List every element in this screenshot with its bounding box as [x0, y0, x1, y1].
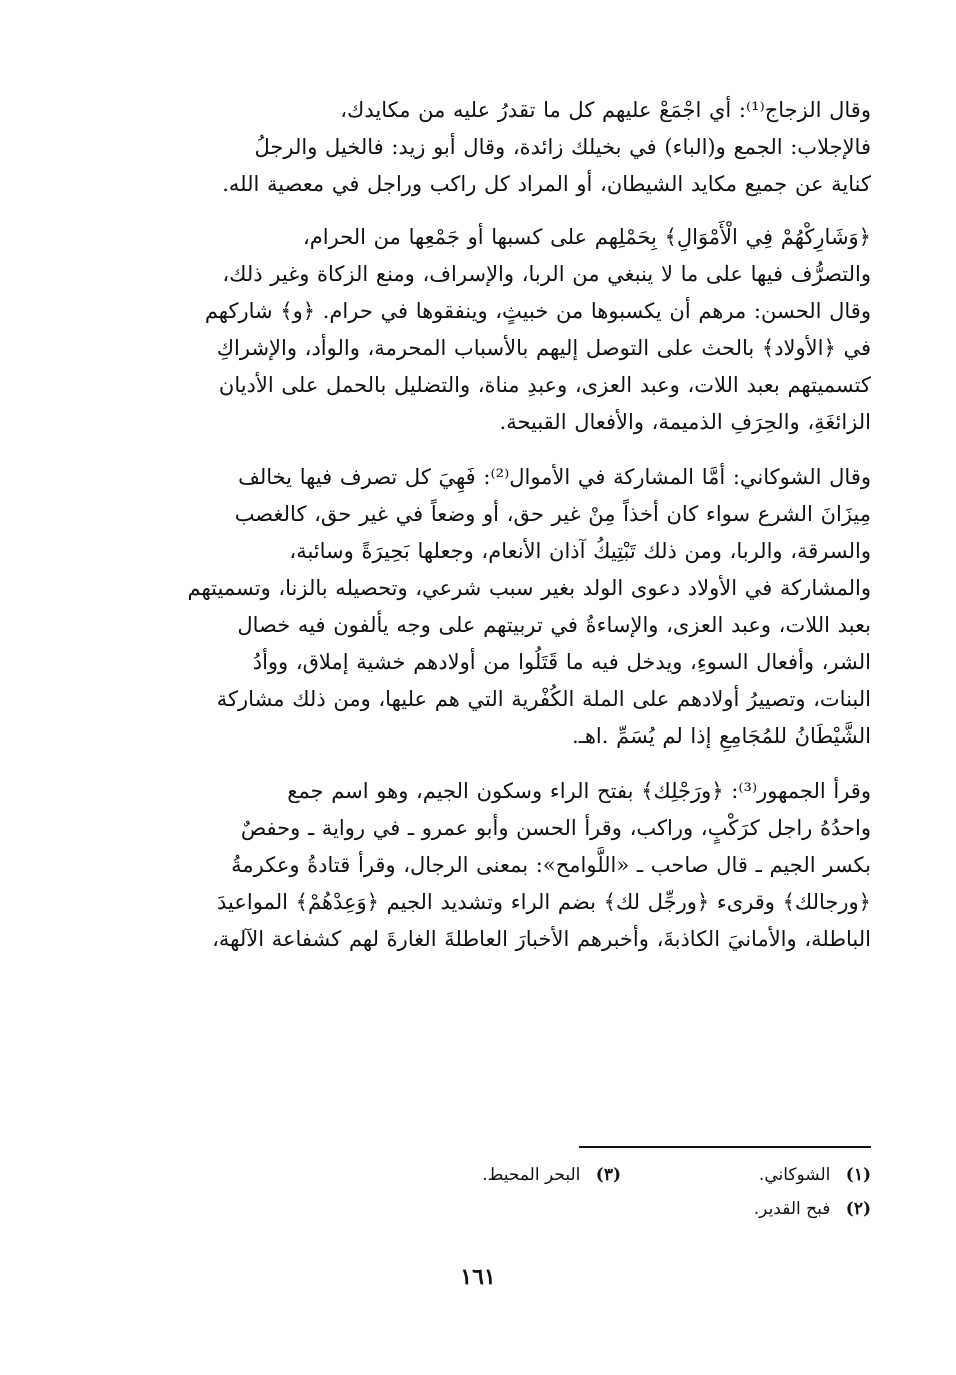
text-line: الشر، وأفعال السوءِ، ويدخل فيه ما قَتَلُوا من أولادهم خشية إملاق، ووأدُ [252, 650, 871, 674]
text-line: واحدُهُ راجل كرَكْبٍ، وراكب، وقرأ الحسن وأبو عمرو ـ في رواية ـ وحفصٌ [240, 816, 871, 840]
text-line: وقال الشوكاني: أمَّا المشاركة في الأموال⁽²⁾: فَهِيَ كل تصرف فيها يخالف [238, 465, 871, 489]
footnote-1 [621, 1158, 871, 1192]
paragraph-2 [95, 219, 871, 441]
text-line: في ﴿الأولاد﴾ بالحث على التوصل إليهم بالأسباب المحرمة، والوأد، والإشراكِ [216, 336, 871, 360]
footnote-divider [579, 1146, 871, 1148]
footnote-text: فبح القدير. [753, 1199, 831, 1219]
text-line: مِيزَانَ الشرع سواء كان أخذاً مِنْ غير حق، أو وضعاً في غير حق، كالغصب [234, 502, 871, 526]
text-line: والتصرُّف فيها على ما لا ينبغي من الربا، والإسراف، ومنع الزكاة وغير ذلك، [222, 262, 871, 286]
footnotes [371, 1158, 871, 1226]
footnote-text: البحر المحيط. [482, 1165, 581, 1185]
text-line: بكسر الجيم ـ قال صاحب ـ «اللَّوامح»: بمعنى الرجال، وقرأ قتادةُ وعكرمةُ [231, 853, 871, 877]
footnote-number: (١) [845, 1165, 871, 1185]
text-line: كناية عن جميع مكايد الشيطان، أو المراد كل راكب وراجل في معصية الله. [222, 172, 871, 196]
text-line: بعبد اللات، وعبد العزى، والإساءةُ في تربيتهم على وجه يألفون فيه خصال [237, 613, 871, 637]
footnote-row [371, 1192, 871, 1226]
paragraph-3 [95, 459, 871, 755]
text-line: ﴿ورجالك﴾ وقرىء ﴿ورجِّل لك﴾ بضم الراء وتشديد الجيم ﴿وَعِدْهُمْ﴾ المواعيدَ [217, 890, 871, 914]
text-line: فالإجلاب: الجمع و(الباء) في بخيلك زائدة، وقال أبو زيد: فالخيل والرجلُ [254, 135, 871, 159]
footnote-number: (٢) [845, 1199, 871, 1219]
text-line: كتسميتهم بعبد اللات، وعبد العزى، وعبدِ مناة، والتضليل بالحمل على الأديان [218, 373, 871, 397]
text-line: الشَّيْطَانُ للمُجَامِعِ إذا لم يُسَمِّ .اهـ. [572, 724, 871, 748]
text-line: والمشاركة في الأولاد دعوى الولد بغير سبب شرعي، وتحصيله بالزنا، وتسميتهم [187, 576, 871, 600]
text-line: البنات، وتصييرُ أولادهم على الملة الكُفْرية التي هم عليها، ومن ذلك مشاركة [216, 687, 871, 711]
text-line: والسرقة، والربا، ومن ذلك تَبْتِيكُ آذان الأنعام، وجعلها بَحِيرَةً وسائبة، [289, 539, 871, 563]
main-text [95, 92, 871, 958]
text-line: وقال الحسن: مرهم أن يكسبوها من خبيثٍ، وينفقوها في حرام. ﴿و﴾ شاركهم [204, 299, 871, 323]
paragraph-1 [95, 92, 871, 203]
text-line: وقال الزجاج⁽¹⁾: أي اجْمَعْ عليهم كل ما تقدرُ عليه من مكايدك، [340, 98, 871, 122]
paragraph-4 [95, 773, 871, 958]
footnote-text: الشوكاني. [758, 1165, 831, 1185]
footnote-row [371, 1158, 871, 1192]
page-number: ١٦١ [460, 1264, 496, 1290]
text-line: وقرأ الجمهور⁽³⁾: ﴿ورَجْلِك﴾ بفتح الراء وسكون الجيم، وهو اسم جمع [287, 779, 871, 803]
text-line: الزائغَةِ، والحِرَفِ الذميمة، والأفعال القبيحة. [499, 410, 871, 434]
text-line: الباطلة، والأمانيَ الكاذبةَ، وأخبرهم الأخبارَ العاطلةَ الغارةَ لهم كشفاعة الآلهة، [212, 927, 871, 951]
footnote-number: (٣) [595, 1165, 621, 1185]
footnote-2 [621, 1192, 871, 1226]
text-line: ﴿وَشَارِكْهُمْ فِي الْأَمْوَالِ﴾ بِحَمْلِهم على كسبها أو جَمْعِها من الحرام، [303, 225, 871, 249]
footnote-3 [371, 1158, 621, 1192]
